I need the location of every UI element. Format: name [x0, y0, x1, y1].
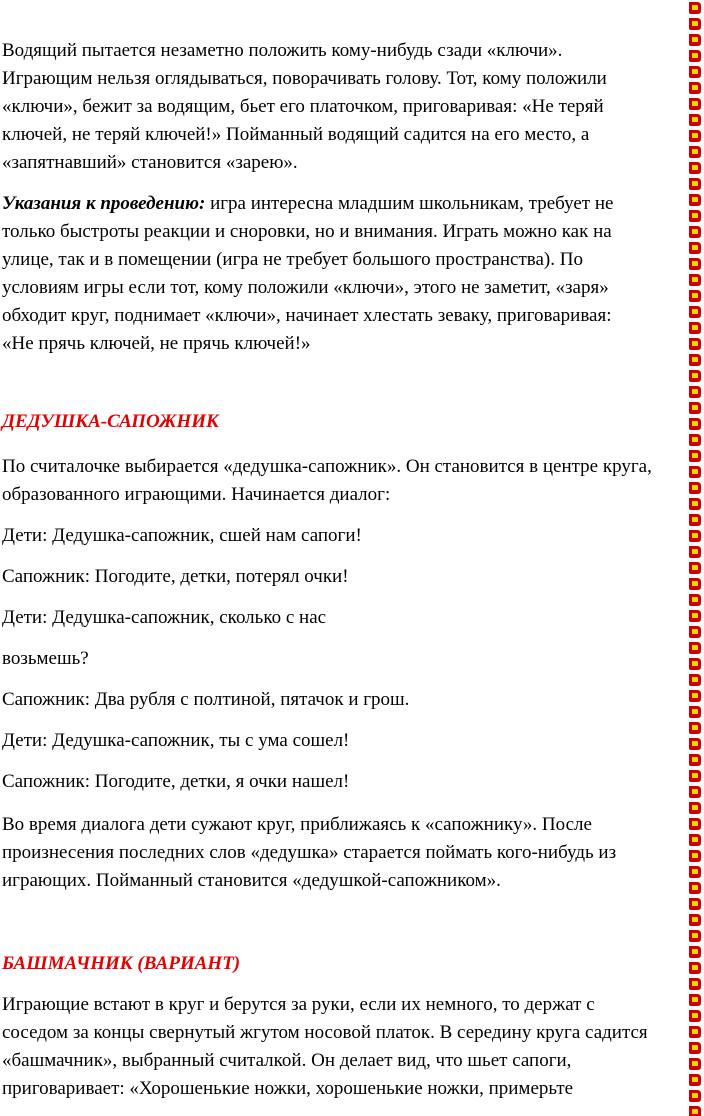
border-shoe-icon	[689, 818, 701, 830]
border-shoe-icon	[689, 562, 701, 574]
border-shoe-icon	[689, 594, 701, 606]
border-shoe-icon	[689, 354, 701, 366]
border-shoe-icon	[689, 802, 701, 814]
border-shoe-icon	[689, 866, 701, 878]
para2-line-1-rest: игра интересна младшим школьникам, требует не	[205, 193, 614, 214]
section-heading-bashmachnik: БАШМАЧНИК (ВАРИАНТ)	[2, 953, 241, 974]
border-shoe-icon	[689, 658, 701, 670]
border-shoe-icon	[689, 850, 701, 862]
para2-line-5: обходит круг, поднимает «ключи», начинает хлестать зеваку, приговаривая:	[2, 305, 612, 326]
border-shoe-icon	[689, 338, 701, 350]
border-shoe-icon	[689, 1090, 701, 1102]
para2-line-1	[2, 190, 613, 218]
border-shoe-icon	[689, 754, 701, 766]
border-shoe-icon	[689, 82, 701, 94]
dialog-line-3: Дети: Дедушка-сапожник, сколько с нас	[2, 607, 327, 628]
border-shoe-icon	[689, 194, 701, 206]
border-shoe-icon	[689, 434, 701, 446]
para1-line-3: «ключи», бежит за водящим, бьет его платочком, приговаривая: «Не теряй	[2, 96, 604, 117]
border-shoe-icon	[689, 98, 701, 110]
border-shoe-icon	[689, 66, 701, 78]
border-shoe-icon	[689, 1026, 701, 1038]
border-shoe-icon	[689, 498, 701, 510]
section-heading-dedushka: ДЕДУШКА-САПОЖНИК	[2, 411, 219, 432]
border-shoe-icon	[689, 290, 701, 302]
border-shoe-icon	[689, 418, 701, 430]
para2-line-4: условиям игры если тот, кому положили «ключи», этого не заметит, «заря»	[2, 277, 609, 298]
border-shoe-icon	[689, 530, 701, 542]
border-shoe-icon	[689, 834, 701, 846]
border-shoe-icon	[689, 1042, 701, 1054]
border-shoe-icon	[689, 162, 701, 174]
para3-line-2: образованного играющими. Начинается диалог:	[2, 484, 391, 505]
border-shoe-icon	[689, 482, 701, 494]
border-shoe-icon	[689, 642, 701, 654]
border-shoe-icon	[689, 130, 701, 142]
para1-line-1: Водящий пытается незаметно положить кому-нибудь сзади «ключи».	[2, 40, 563, 61]
instructions-label: Указания к проведению:	[2, 193, 206, 214]
border-shoe-icon	[689, 114, 701, 126]
border-shoe-icon	[689, 226, 701, 238]
para5-line-3: «башмачник», выбранный считалкой. Он делает вид, что шьет сапоги,	[2, 1050, 572, 1071]
border-shoe-icon	[689, 914, 701, 926]
para2-line-6: «Не прячь ключей, не прячь ключей!»	[2, 333, 311, 354]
border-shoe-icon	[689, 898, 701, 910]
border-shoe-icon	[689, 34, 701, 46]
dialog-line-7: Сапожник: Погодите, детки, я очки нашел!	[2, 771, 350, 792]
border-shoe-icon	[689, 50, 701, 62]
para4-line-3: играющих. Пойманный становится «дедушкой-сапожником».	[2, 870, 501, 891]
border-shoe-icon	[689, 306, 701, 318]
border-shoe-icon	[689, 674, 701, 686]
border-shoe-icon	[689, 274, 701, 286]
border-shoe-icon	[689, 178, 701, 190]
border-shoe-icon	[689, 946, 701, 958]
para3-line-1: По считалочке выбирается «дедушка-сапожник». Он становится в центре круга,	[2, 456, 652, 477]
border-shoe-icon	[689, 386, 701, 398]
border-shoe-icon	[689, 546, 701, 558]
border-shoe-icon	[689, 690, 701, 702]
border-shoe-icon	[689, 242, 701, 254]
dialog-line-6: Дети: Дедушка-сапожник, ты с ума сошел!	[2, 730, 350, 751]
border-shoe-icon	[689, 722, 701, 734]
border-shoe-icon	[689, 322, 701, 334]
border-shoe-icon	[689, 1010, 701, 1022]
border-shoe-icon	[689, 882, 701, 894]
para4-line-2: произнесения последних слов «дедушка» старается поймать кого-нибудь из	[2, 842, 617, 863]
para5-line-1: Играющие встают в круг и берутся за руки, если их немного, то держат с	[2, 994, 595, 1015]
para1-line-2: Играющим нельзя оглядываться, поворачивать голову. Тот, кому положили	[2, 68, 607, 89]
border-shoe-icon	[689, 1058, 701, 1070]
border-shoe-icon	[689, 610, 701, 622]
para2-line-2: только быстроты реакции и сноровки, но и внимания. Играть можно как на	[2, 221, 612, 242]
border-shoe-icon	[689, 578, 701, 590]
border-shoe-icon	[689, 18, 701, 30]
border-shoe-icon	[689, 706, 701, 718]
para5-line-4: приговаривает: «Хорошенькие ножки, хорошенькие ножки, примерьте	[2, 1078, 574, 1099]
para1-line-4: ключей, не теряй ключей!» Пойманный водящий садится на его место, а	[2, 124, 590, 145]
para2-line-3: улице, так и в помещении (игра не требует большого пространства). По	[2, 249, 583, 270]
para1-line-5: «запятнавший» становится «зарею».	[2, 152, 298, 173]
para4-line-1: Во время диалога дети сужают круг, приближаясь к «сапожнику». После	[2, 814, 592, 835]
border-shoe-icon	[689, 210, 701, 222]
border-shoe-icon	[689, 930, 701, 942]
border-shoe-icon	[689, 146, 701, 158]
border-shoe-icon	[689, 1106, 701, 1116]
border-shoe-icon	[689, 258, 701, 270]
border-shoe-icon	[689, 962, 701, 974]
border-shoe-icon	[689, 626, 701, 638]
border-shoe-icon	[689, 738, 701, 750]
dialog-line-4: возьмешь?	[2, 648, 89, 669]
decorative-border-icon	[686, 0, 704, 1116]
dialog-line-1: Дети: Дедушка-сапожник, сшей нам сапоги!	[2, 525, 362, 546]
border-shoe-icon	[689, 2, 701, 14]
dialog-line-2: Сапожник: Погодите, детки, потерял очки!	[2, 566, 349, 587]
border-shoe-icon	[689, 786, 701, 798]
border-shoe-icon	[689, 770, 701, 782]
border-shoe-icon	[689, 994, 701, 1006]
border-shoe-icon	[689, 466, 701, 478]
border-shoe-icon	[689, 402, 701, 414]
border-shoe-icon	[689, 514, 701, 526]
border-shoe-icon	[689, 978, 701, 990]
dialog-line-5: Сапожник: Два рубля с полтиной, пятачок и грош.	[2, 689, 410, 710]
border-shoe-icon	[689, 370, 701, 382]
para5-line-2: соседом за концы свернутый жгутом носовой платок. В середину круга садится	[2, 1022, 648, 1043]
border-shoe-icon	[689, 450, 701, 462]
border-shoe-icon	[689, 1074, 701, 1086]
